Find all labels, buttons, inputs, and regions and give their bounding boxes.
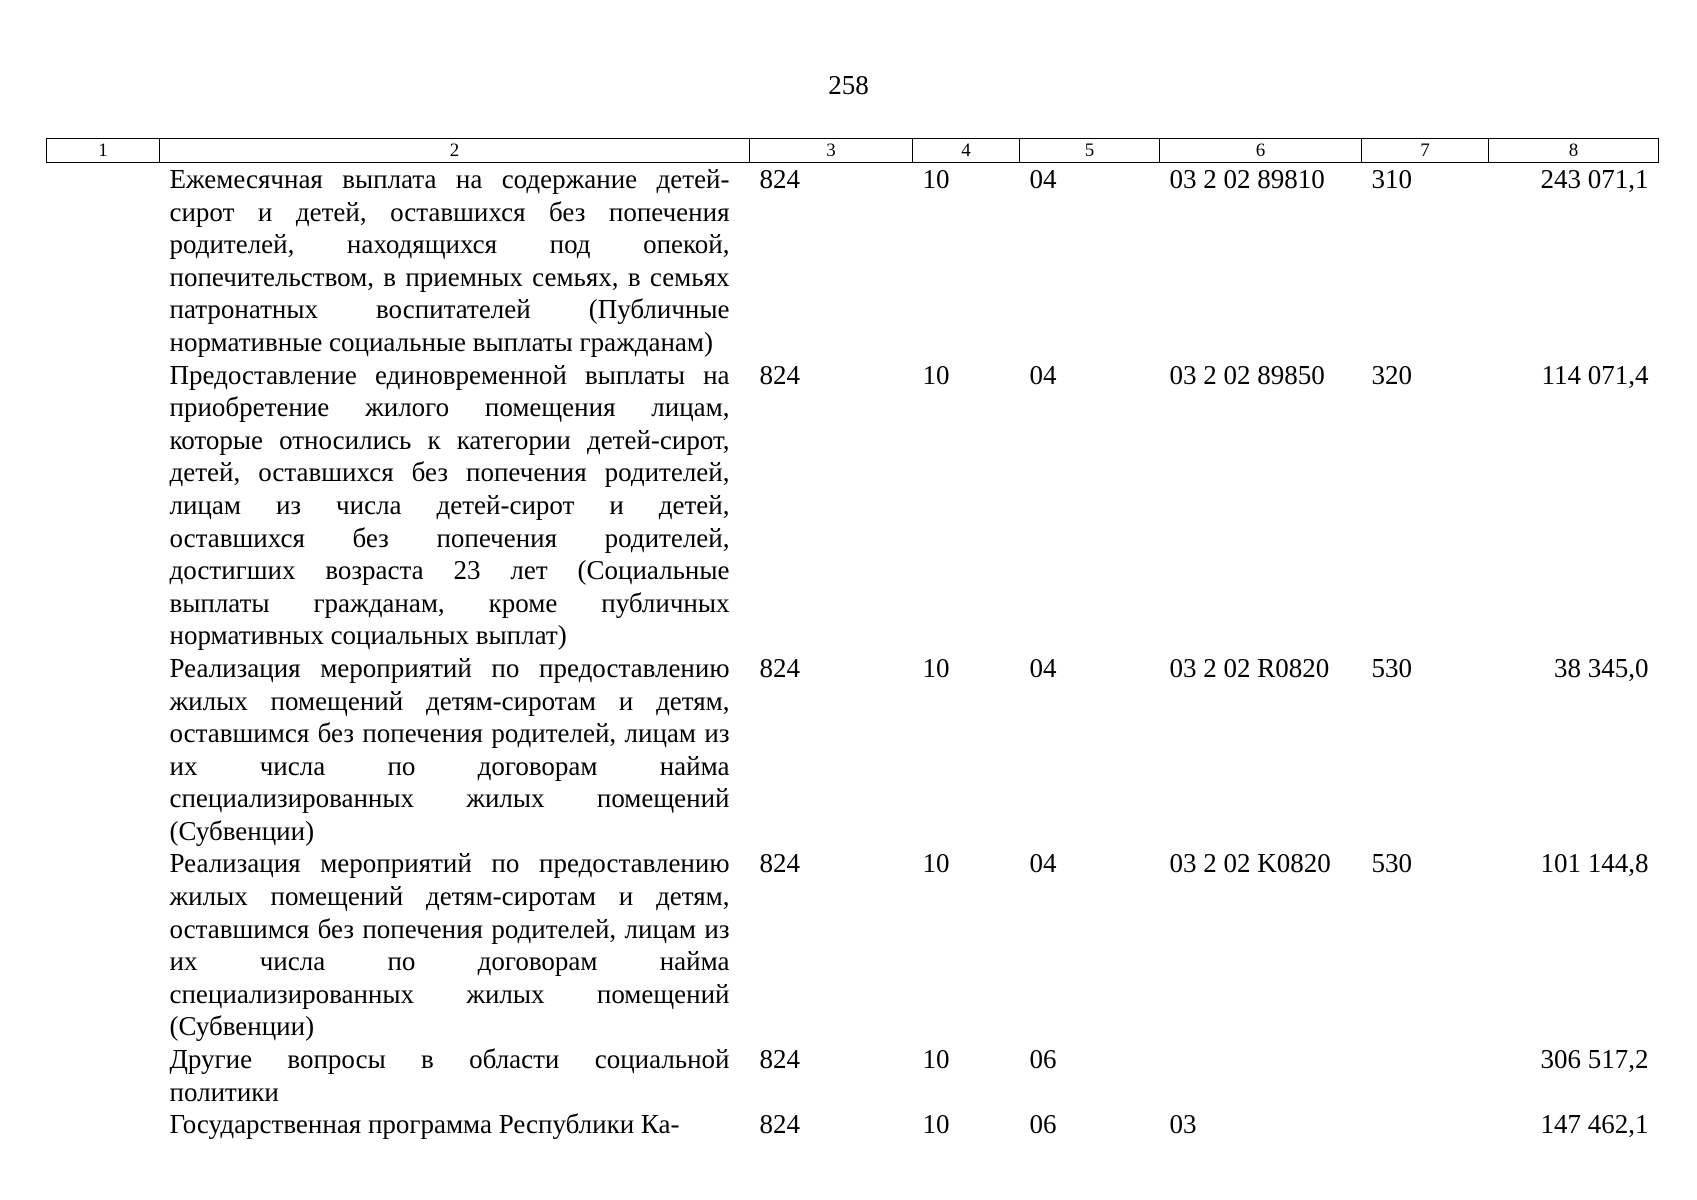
expense-type-cell (1362, 1043, 1489, 1108)
row-number-cell (47, 1043, 160, 1108)
ministry-code-cell: 824 (759, 1044, 800, 1075)
page-number: 258 (828, 70, 869, 100)
expense-type-cell: 310 (1371, 164, 1412, 194)
column-header: 7 (1362, 139, 1489, 163)
column-header: 8 (1489, 139, 1659, 163)
amount-cell: 243 071,1 (1540, 164, 1649, 194)
target-article-cell (1160, 1043, 1362, 1108)
expense-type-cell: 530 (1371, 848, 1412, 879)
expense-type-cell: 530 (1371, 652, 1412, 683)
description-cell: Реализация мероприятий по предоставлению жилых помещений детям-сиротам и детям, оставшимся без попечения родителей, лицам из их числа по договорам найма специализированных жилых помещений (Субвенции) (169, 848, 730, 1042)
row-number-cell (47, 847, 160, 1043)
amount-cell: 114 071,4 (1541, 359, 1649, 390)
amount-cell: 306 517,2 (1540, 1044, 1649, 1075)
section-code-cell: 10 (922, 652, 950, 683)
description-cell: Ежемесячная выплата на содержание детей-сирот и детей, оставшихся без попечения родителей, находящихся под опекой, попечительством, в приемных семьях, в семьях патронатных воспитателей (Публичные нормативные социальные выплаты гражданам) (169, 164, 730, 357)
subsection-code-cell: 04 (1029, 848, 1057, 879)
column-header: 2 (160, 139, 750, 163)
table-row (47, 847, 1659, 1043)
row-number-cell (47, 163, 160, 359)
description-cell: Предоставление единовременной выплаты на приобретение жилого помещения лицам, которые относились к категории детей-сирот, детей, оставшихся без попечения родителей, лицам из числа детей-сирот и детей, оставшихся без попечения родителей, достигших возраста 23 лет (Социальные выплаты гражданам, кроме публичных нормативных социальных выплат) (169, 359, 730, 651)
table-header (47, 139, 1659, 163)
row-number-cell (47, 1108, 160, 1141)
column-header: 3 (750, 139, 913, 163)
subsection-code-cell: 06 (1029, 1044, 1057, 1075)
amount-cell: 38 345,0 (1554, 652, 1649, 683)
expense-type-cell: 320 (1371, 359, 1412, 390)
table-row (47, 163, 1659, 359)
target-article-cell: 03 2 02 R0820 (1169, 652, 1330, 683)
table-row (47, 1108, 1659, 1141)
table-row (47, 1043, 1659, 1108)
description-cell: Государственная программа Республики Ка- (169, 1109, 680, 1140)
table-row (47, 652, 1659, 848)
description-cell: Другие вопросы в области социальной политики (169, 1044, 730, 1107)
ministry-code-cell: 824 (759, 359, 800, 390)
target-article-cell: 03 2 02 89810 (1169, 164, 1325, 194)
section-code-cell: 10 (922, 1109, 950, 1140)
section-code-cell: 10 (922, 359, 950, 390)
amount-cell: 101 144,8 (1540, 848, 1649, 879)
description-cell: Реализация мероприятий по предоставлению жилых помещений детям-сиротам и детям, оставшимся без попечения родителей, лицам из их числа по договорам найма специализированных жилых помещений (Субвенции) (169, 652, 730, 846)
target-article-cell: 03 (1169, 1109, 1197, 1140)
table-body (47, 163, 1659, 1141)
subsection-code-cell: 06 (1029, 1109, 1057, 1140)
subsection-code-cell: 04 (1029, 359, 1057, 390)
header-row (47, 139, 1659, 163)
section-code-cell: 10 (922, 164, 950, 194)
ministry-code-cell: 824 (759, 164, 800, 194)
budget-table (46, 138, 1659, 1141)
section-code-cell: 10 (922, 1044, 950, 1075)
column-header: 6 (1160, 139, 1362, 163)
amount-cell: 147 462,1 (1540, 1109, 1649, 1140)
row-number-cell (47, 359, 160, 652)
ministry-code-cell: 824 (759, 1109, 800, 1140)
expense-type-cell (1362, 1108, 1489, 1141)
subsection-code-cell: 04 (1029, 164, 1057, 194)
column-header: 1 (47, 139, 160, 163)
target-article-cell: 03 2 02 89850 (1169, 359, 1325, 390)
ministry-code-cell: 824 (759, 652, 800, 683)
subsection-code-cell: 04 (1029, 652, 1057, 683)
column-header: 4 (913, 139, 1020, 163)
column-header: 5 (1020, 139, 1160, 163)
target-article-cell: 03 2 02 K0820 (1169, 848, 1331, 879)
table-row (47, 359, 1659, 652)
ministry-code-cell: 824 (759, 848, 800, 879)
row-number-cell (47, 652, 160, 848)
section-code-cell: 10 (922, 848, 950, 879)
